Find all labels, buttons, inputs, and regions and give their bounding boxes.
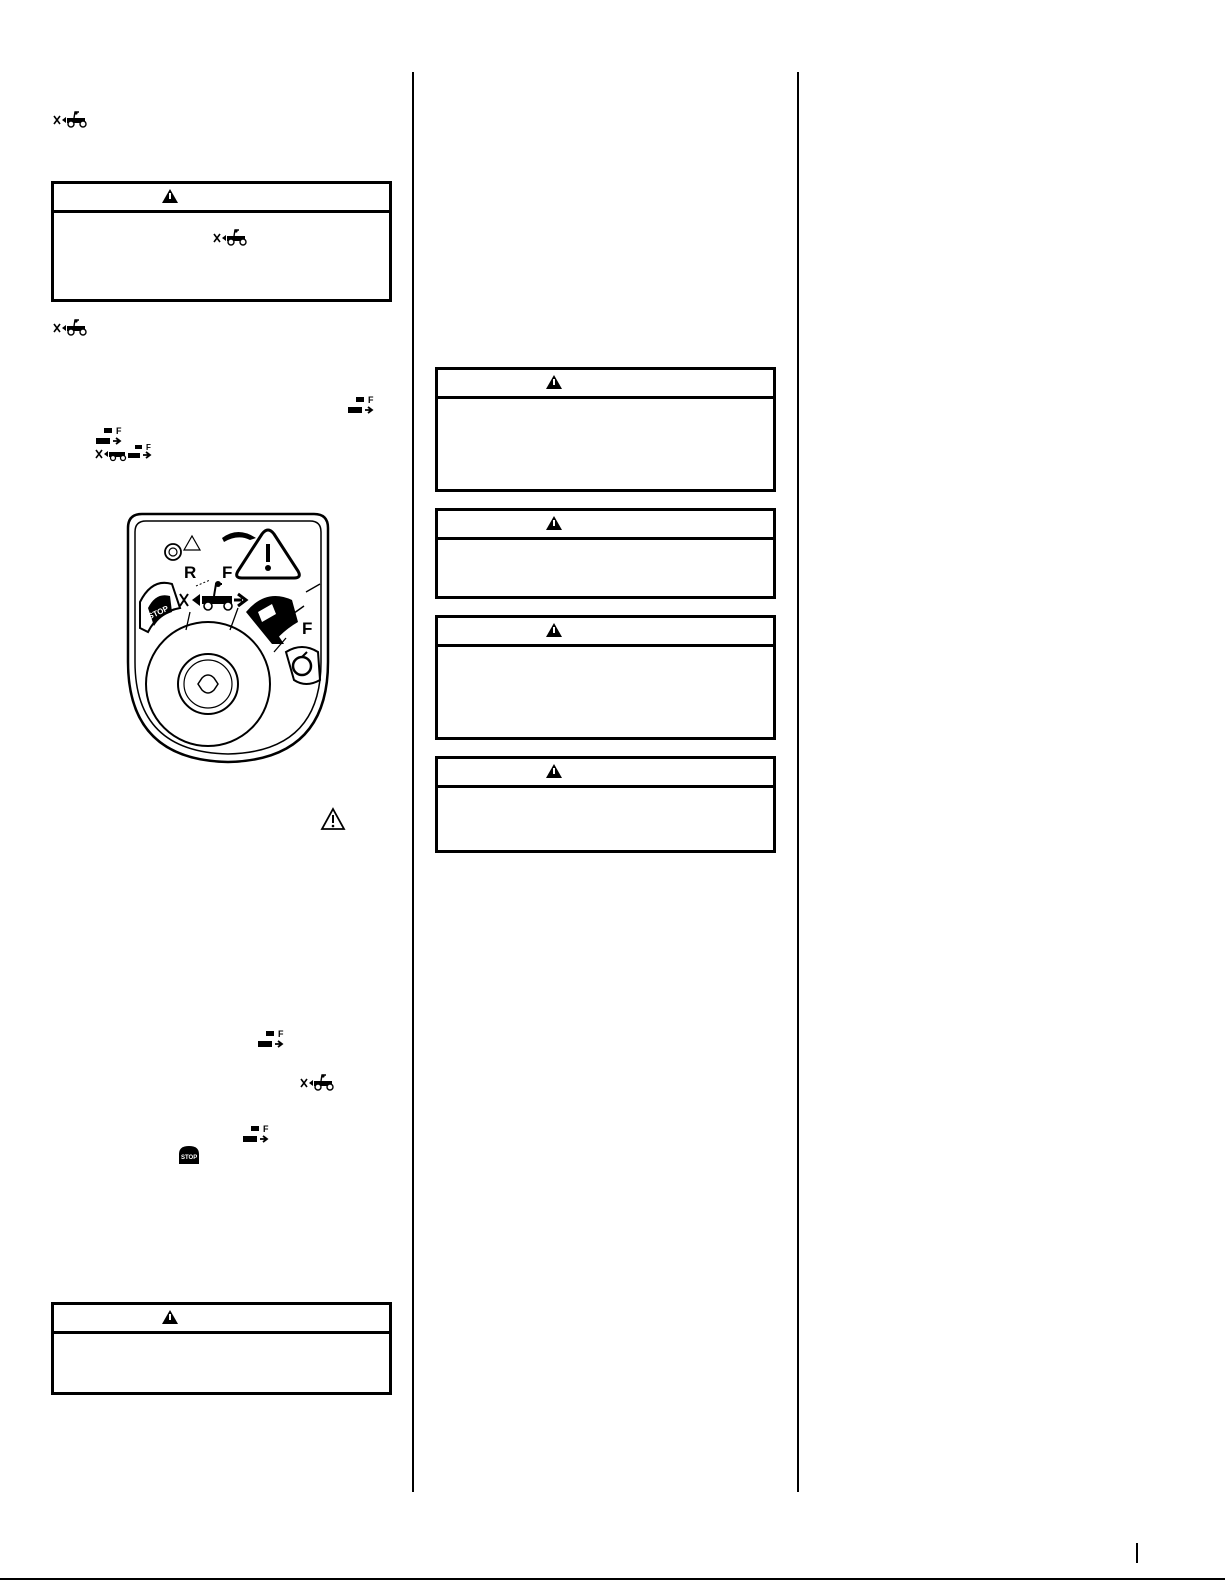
forward-mow-icon [346,395,378,419]
warning-header [438,511,773,540]
page-number-mark [1136,1543,1138,1563]
forward-mow-icon [256,1029,288,1053]
warning-header [54,184,389,213]
ignition-switch-panel [126,512,330,764]
stop-icon [177,1144,201,1166]
svg-text:F: F [116,426,122,436]
warning-box-5 [435,615,776,740]
svg-text:F: F [222,563,233,582]
svg-text:F: F [146,443,151,452]
svg-text:F: F [263,1124,269,1134]
svg-text:F: F [302,619,313,638]
warning-triangle-icon [162,1310,178,1324]
svg-text:F: F [368,395,374,405]
column-divider-left [412,72,414,1492]
mow-in-reverse-and-forward-icon [94,442,160,462]
svg-text:R: R [184,563,197,582]
mow-in-reverse-icon [52,110,90,128]
warning-triangle-icon [546,375,562,389]
mow-in-reverse-icon [212,228,250,246]
warning-triangle-icon [546,516,562,530]
mow-in-reverse-icon [52,318,90,336]
forward-mow-icon [241,1124,273,1148]
column-divider-right [797,72,799,1492]
warning-triangle-icon [162,189,178,203]
warning-box-4 [435,508,776,599]
warning-box-1 [51,181,392,302]
warning-header [438,370,773,399]
page-bottom-rule [0,1578,1225,1580]
warning-triangle-icon [546,764,562,778]
warning-header [438,759,773,788]
warning-box-6 [435,756,776,853]
svg-text:STOP: STOP [181,1155,198,1161]
warning-header [438,618,773,647]
warning-box-3 [435,367,776,492]
warning-header [54,1305,389,1334]
svg-text:STOP: STOP [146,603,170,622]
warning-triangle-icon [546,623,562,637]
warning-triangle-icon [320,807,346,831]
warning-box-2 [51,1302,392,1395]
svg-text:F: F [278,1029,284,1039]
mow-in-reverse-icon [299,1073,337,1091]
